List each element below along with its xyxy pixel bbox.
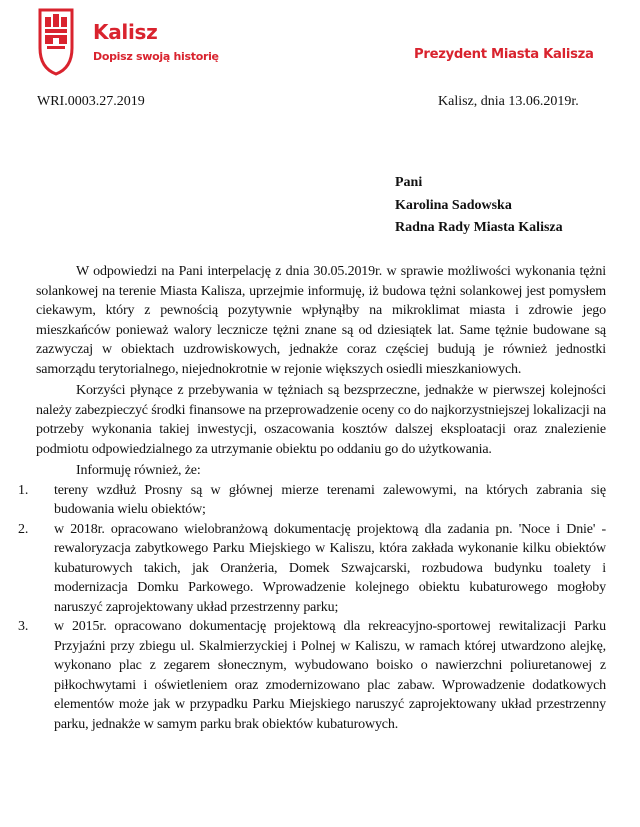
addressee-role: Radna Rady Miasta Kalisza: [395, 220, 563, 235]
list-item-text: w 2015r. opracowano dokumentację projektową dla rekreacyjno-sportowej rewitalizacji Parku Przyjaźni przy zbiegu ul. Skalmierzyckiej i Polnej w Kaliszu, w ramach której utwardzono alejkę, wykonano plac z zegarem słonecznym, wybudowano boisko o nawierzchni poliuretanowej z piłkochwytami i oświetleniem oraz zmodernizowano plac zabaw. Wprowadzenie dodatkowych elementów może jak w przypadku Parku Miejskiego naruszyć zaprojektowany układ przestrzenny parku, jednakże w samym parku brak obiektów kubaturowych.: [54, 619, 606, 732]
body-paragraph: Informuję również, że:: [76, 463, 201, 478]
list-item: [18, 481, 606, 520]
list-item: [18, 617, 606, 734]
addressee-block: [395, 172, 563, 240]
list-item-number: 3.: [18, 619, 29, 634]
brand-tagline: Dopisz swoją historię: [93, 50, 219, 63]
list-item-text: w 2018r. opracowano wielobranżową dokumentację projektową dla zadania pn. 'Noce i Dnie' - rewaloryzacja zabytkowego Parku Miejskiego w Kaliszu, która zakłada wykonanie kilku obiektów kubaturowych takich, jak Oranżeria, Domek Szwajcarski, rozbudowa budynku toalety i modernizacja Domku Parkowego. Wprowadzenie kolejnego obiektu kubaturowego mogłoby naruszyć zaprojektowany układ przestrzenny parku;: [54, 521, 606, 615]
body-paragraph: W odpowiedzi na Pani interpelację z dnia 30.05.2019r. w sprawie możliwości wykonania tężni solankowej na terenie Miasta Kalisza, uprzejmie informuję, iż budowa tężni solankowej jest pomysłem ciekawym, który z pewnością pozytywnie wpłynąłby na mikroklimat miasta i zdrowie jego mieszkańców ponieważ walory lecznicze tężni znane są od dziesiątek lat. Same tężnie budowane są zazwyczaj w obiektach uzdrowiskowych, jednakże coraz częściej budują je również jednostki samorządu terytorialnego, niejednokrotnie w rejonie większych osiedli mieszkaniowych.: [36, 264, 606, 377]
kalisz-crest-logo: [36, 8, 76, 76]
list-item-text: tereny wzdłuż Prosny są w głównej mierze terenami zalewowymi, na których zabrania się budowania wielu obiektów;: [54, 482, 606, 517]
numbered-list: [18, 481, 606, 735]
place-date: Kalisz, dnia 13.06.2019r.: [438, 94, 579, 109]
list-item-number: 1.: [18, 482, 29, 498]
office-title: Prezydent Miasta Kalisza: [414, 47, 594, 62]
addressee-name: Karolina Sadowska: [395, 197, 512, 213]
list-item: [18, 520, 606, 618]
reference-number: WRI.0003.27.2019: [37, 94, 145, 109]
addressee-salutation: Pani: [395, 175, 423, 190]
letter-body: [18, 262, 606, 734]
body-paragraph: Korzyści płynące z przebywania w tężniach są bezsprzeczne, jednakże w pierwszej kolejności należy zabezpieczyć środki finansowe na przeprowadzenie oceny co do najkorzystniejszej lokalizacji na potrzeby wykonania takiej inwestycji, oszacowania kosztów dalszej eksploatacji oraz znalezienie podmiotu odpowiedzialnego za utrzymanie obiektu po oddaniu go do użytkowania.: [36, 383, 606, 457]
list-item-number: 2.: [18, 521, 29, 537]
brand-name: Kalisz: [93, 20, 158, 44]
